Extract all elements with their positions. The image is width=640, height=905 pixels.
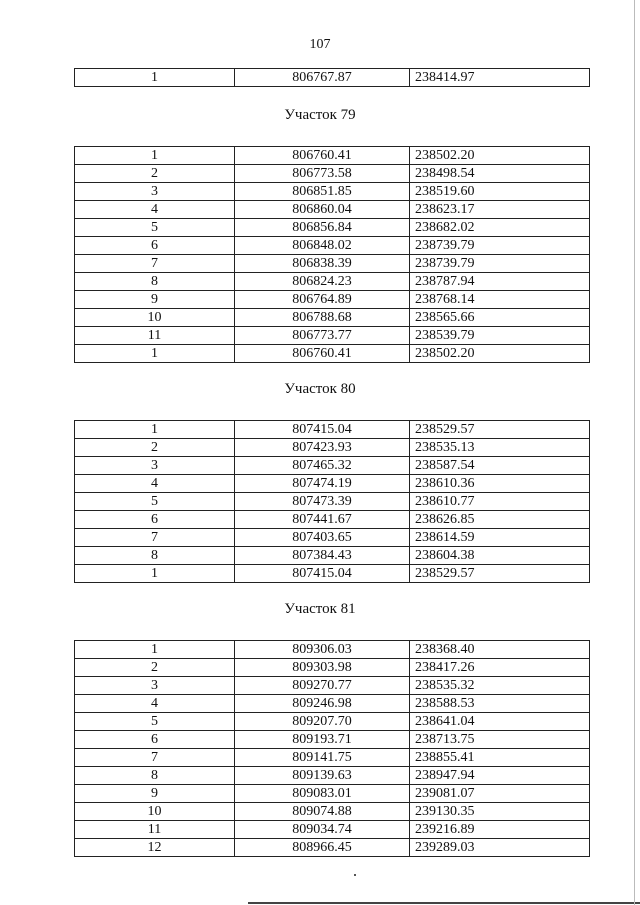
- y-coordinate-cell: 238626.85: [410, 511, 590, 529]
- y-coordinate-cell: 238519.60: [410, 183, 590, 201]
- table-row: [75, 475, 590, 493]
- y-coordinate-cell: 239081.07: [410, 785, 590, 803]
- x-coordinate-cell: 809303.98: [235, 659, 410, 677]
- x-coordinate-cell: 806848.02: [235, 237, 410, 255]
- x-coordinate-cell: 809270.77: [235, 677, 410, 695]
- table-row: [75, 69, 590, 87]
- table-row: [75, 493, 590, 511]
- point-number-cell: 8: [75, 273, 235, 291]
- point-number-cell: 11: [75, 327, 235, 345]
- x-coordinate-cell: 807474.19: [235, 475, 410, 493]
- header-coord-table: [74, 68, 590, 87]
- scan-edge-line: [248, 902, 640, 904]
- y-coordinate-cell: 239289.03: [410, 839, 590, 857]
- x-coordinate-cell: 806764.89: [235, 291, 410, 309]
- x-coordinate-cell: 806856.84: [235, 219, 410, 237]
- table-row: [75, 641, 590, 659]
- table-row: [75, 201, 590, 219]
- point-number-cell: 2: [75, 439, 235, 457]
- x-coordinate-cell: 809207.70: [235, 713, 410, 731]
- table-row: [75, 695, 590, 713]
- x-coordinate-cell: 807403.65: [235, 529, 410, 547]
- point-number-cell: 5: [75, 493, 235, 511]
- point-number-cell: 1: [75, 147, 235, 165]
- point-number-cell: 7: [75, 749, 235, 767]
- table-row: [75, 785, 590, 803]
- point-number-cell: 5: [75, 219, 235, 237]
- y-coordinate-cell: 238535.13: [410, 439, 590, 457]
- y-coordinate-cell: 238855.41: [410, 749, 590, 767]
- point-number-cell: 1: [75, 641, 235, 659]
- x-coordinate-cell: 806860.04: [235, 201, 410, 219]
- table-row: [75, 511, 590, 529]
- point-number-cell: 6: [75, 731, 235, 749]
- table-row: [75, 839, 590, 857]
- x-coordinate-cell: 806851.85: [235, 183, 410, 201]
- x-coordinate-cell: 809074.88: [235, 803, 410, 821]
- point-number-cell: 2: [75, 165, 235, 183]
- y-coordinate-cell: 238539.79: [410, 327, 590, 345]
- y-coordinate-cell: 238529.57: [410, 421, 590, 439]
- table-row: [75, 291, 590, 309]
- y-coordinate-cell: 238529.57: [410, 565, 590, 583]
- section-title-79: Участок 79: [284, 107, 356, 123]
- y-coordinate-cell: 238587.54: [410, 457, 590, 475]
- x-coordinate-cell: 806760.41: [235, 147, 410, 165]
- point-number-cell: 8: [75, 767, 235, 785]
- point-number-cell: 8: [75, 547, 235, 565]
- point-number-cell: 7: [75, 255, 235, 273]
- point-number-cell: 4: [75, 201, 235, 219]
- y-coordinate-cell: 238588.53: [410, 695, 590, 713]
- point-number-cell: 1: [75, 345, 235, 363]
- table-row: [75, 219, 590, 237]
- point-number-cell: 9: [75, 785, 235, 803]
- point-number-cell: 4: [75, 695, 235, 713]
- x-coordinate-cell: 806824.23: [235, 273, 410, 291]
- point-number-cell: 3: [75, 457, 235, 475]
- table-row: [75, 713, 590, 731]
- x-coordinate-cell: 807423.93: [235, 439, 410, 457]
- point-number-cell: 1: [75, 421, 235, 439]
- point-number-cell: 4: [75, 475, 235, 493]
- table-row: [75, 327, 590, 345]
- y-coordinate-cell: 238610.77: [410, 493, 590, 511]
- point-number-cell: 3: [75, 677, 235, 695]
- table-row: [75, 529, 590, 547]
- section-title-81: Участок 81: [284, 601, 356, 617]
- y-coordinate-cell: 238610.36: [410, 475, 590, 493]
- coord-table-81: [74, 640, 590, 857]
- y-coordinate-cell: 238417.26: [410, 659, 590, 677]
- y-coordinate-cell: 239130.35: [410, 803, 590, 821]
- x-coordinate-cell: 806788.68: [235, 309, 410, 327]
- x-coordinate-cell: 809193.71: [235, 731, 410, 749]
- point-number-cell: 7: [75, 529, 235, 547]
- point-number-cell: 1: [75, 565, 235, 583]
- table-row: [75, 439, 590, 457]
- point-number-cell: 3: [75, 183, 235, 201]
- point-number-cell: 11: [75, 821, 235, 839]
- page-number: 107: [309, 37, 331, 52]
- x-coordinate-cell: 807415.04: [235, 565, 410, 583]
- y-coordinate-cell: 238565.66: [410, 309, 590, 327]
- table-row: [75, 345, 590, 363]
- y-coordinate-cell: 238498.54: [410, 165, 590, 183]
- point-number-cell: 9: [75, 291, 235, 309]
- table-row: [75, 237, 590, 255]
- point-number-cell: 5: [75, 713, 235, 731]
- coord-table-80: [74, 420, 590, 583]
- table-row: [75, 659, 590, 677]
- y-coordinate-cell: 238682.02: [410, 219, 590, 237]
- x-coordinate-cell: 807441.67: [235, 511, 410, 529]
- y-coordinate-cell: 238414.97: [410, 69, 590, 87]
- point-number-cell: 2: [75, 659, 235, 677]
- x-coordinate-cell: 807473.39: [235, 493, 410, 511]
- y-coordinate-cell: 238947.94: [410, 767, 590, 785]
- table-row: [75, 547, 590, 565]
- table-row: [75, 165, 590, 183]
- x-coordinate-cell: 806773.77: [235, 327, 410, 345]
- table-row: [75, 457, 590, 475]
- y-coordinate-cell: 238623.17: [410, 201, 590, 219]
- y-coordinate-cell: 238768.14: [410, 291, 590, 309]
- point-number-cell: 12: [75, 839, 235, 857]
- scan-speck: [354, 874, 356, 876]
- table-row: [75, 255, 590, 273]
- y-coordinate-cell: 239216.89: [410, 821, 590, 839]
- x-coordinate-cell: 809083.01: [235, 785, 410, 803]
- x-coordinate-cell: 809246.98: [235, 695, 410, 713]
- point-number-cell: 10: [75, 309, 235, 327]
- x-coordinate-cell: 809306.03: [235, 641, 410, 659]
- table-row: [75, 565, 590, 583]
- y-coordinate-cell: 238368.40: [410, 641, 590, 659]
- table-row: [75, 309, 590, 327]
- table-row: [75, 273, 590, 291]
- coord-table-79: [74, 146, 590, 363]
- table-row: [75, 767, 590, 785]
- x-coordinate-cell: 807465.32: [235, 457, 410, 475]
- y-coordinate-cell: 238502.20: [410, 345, 590, 363]
- section-title-80: Участок 80: [284, 381, 356, 397]
- y-coordinate-cell: 238787.94: [410, 273, 590, 291]
- y-coordinate-cell: 238713.75: [410, 731, 590, 749]
- y-coordinate-cell: 238641.04: [410, 713, 590, 731]
- x-coordinate-cell: 807384.43: [235, 547, 410, 565]
- x-coordinate-cell: 809139.63: [235, 767, 410, 785]
- scan-edge-line-right: [634, 0, 635, 905]
- table-row: [75, 147, 590, 165]
- x-coordinate-cell: 806773.58: [235, 165, 410, 183]
- y-coordinate-cell: 238739.79: [410, 237, 590, 255]
- point-number-cell: 6: [75, 237, 235, 255]
- x-coordinate-cell: 806838.39: [235, 255, 410, 273]
- point-number-cell: 10: [75, 803, 235, 821]
- point-number-cell: 6: [75, 511, 235, 529]
- table-row: [75, 421, 590, 439]
- y-coordinate-cell: 238502.20: [410, 147, 590, 165]
- table-row: [75, 731, 590, 749]
- table-row: [75, 183, 590, 201]
- x-coordinate-cell: 806760.41: [235, 345, 410, 363]
- y-coordinate-cell: 238739.79: [410, 255, 590, 273]
- point-number-cell: 1: [75, 69, 235, 87]
- x-coordinate-cell: 806767.87: [235, 69, 410, 87]
- table-row: [75, 749, 590, 767]
- y-coordinate-cell: 238614.59: [410, 529, 590, 547]
- y-coordinate-cell: 238535.32: [410, 677, 590, 695]
- x-coordinate-cell: 808966.45: [235, 839, 410, 857]
- table-row: [75, 821, 590, 839]
- y-coordinate-cell: 238604.38: [410, 547, 590, 565]
- x-coordinate-cell: 809034.74: [235, 821, 410, 839]
- x-coordinate-cell: 809141.75: [235, 749, 410, 767]
- x-coordinate-cell: 807415.04: [235, 421, 410, 439]
- table-row: [75, 677, 590, 695]
- table-row: [75, 803, 590, 821]
